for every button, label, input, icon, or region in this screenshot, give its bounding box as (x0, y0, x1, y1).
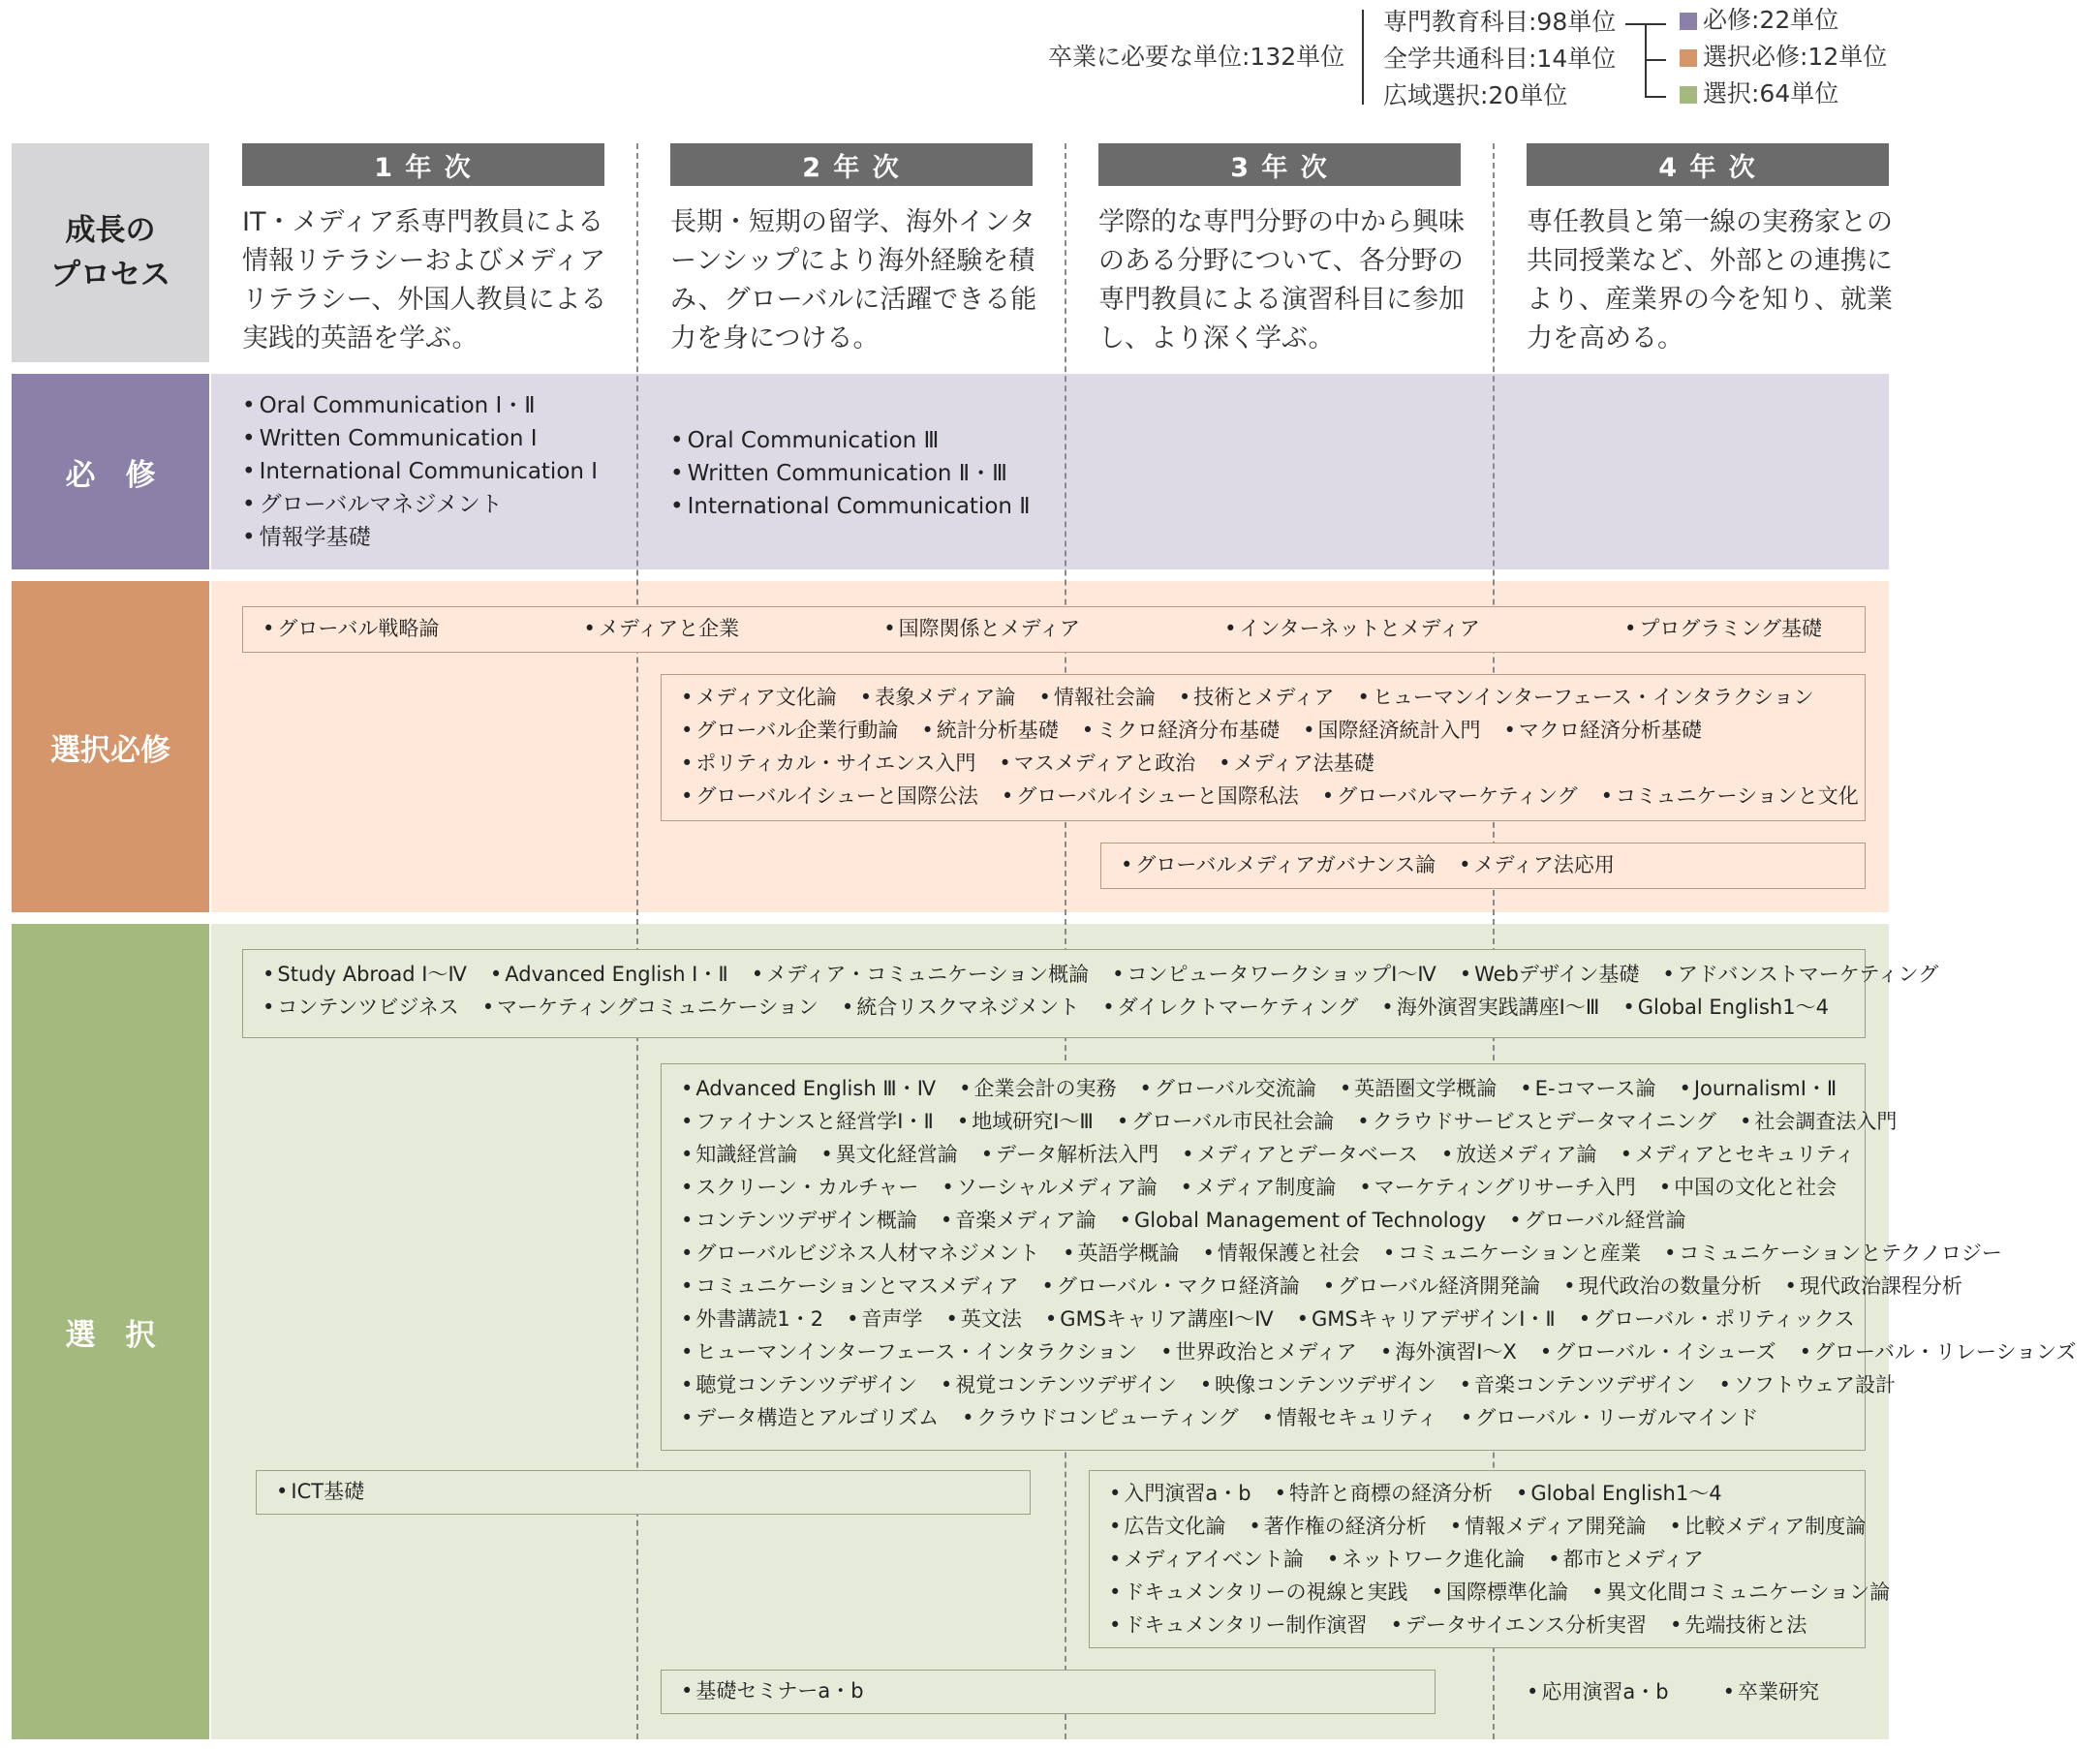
list-item: • グローバル戦略論 (262, 607, 439, 650)
legend-elective-required: 選択必修:12単位 (1703, 43, 1888, 71)
elective-box-year2-4 (661, 1063, 2077, 1451)
legend-elective-swatch (1680, 86, 1697, 104)
list-item: • 卒業研究 (1723, 1675, 1819, 1708)
box-line (662, 1303, 1865, 1335)
list-item: • ソフトウェア設計 (1719, 1368, 1897, 1401)
list-item: • 外書講読1・2 (681, 1303, 823, 1335)
list-item: • 英文法 (946, 1303, 1022, 1335)
box-line (662, 1237, 2002, 1270)
year-desc-3: 学際的な専門分野の中から興味のある分野について、各分野の専門教員による演習科目に参加し、より深く学ぶ。 (1098, 207, 1465, 353)
list-item: • ダイレクトマーケティング (1102, 991, 1358, 1024)
list-item: • Advanced English Ⅰ・Ⅱ (490, 958, 728, 991)
box-line (662, 1171, 1865, 1204)
credit-major: 専門教育科目:98単位 (1383, 8, 1617, 36)
list-item: • Oral Communication Ⅲ (670, 424, 1031, 457)
list-item: • グローバル・リレーションズ (1800, 1335, 2077, 1368)
list-item: • グローバル経営論 (1509, 1204, 1685, 1237)
list-item: • 現代政治課程分析 (1785, 1270, 1962, 1303)
box-line (257, 1471, 1030, 1512)
list-item: • グローバル・ポリティックス (1579, 1303, 1855, 1335)
list-item: • データ構造とアルゴリズム (681, 1401, 939, 1434)
list-item: • 国際経済統計入門 (1303, 714, 1480, 747)
list-item: • 情報保護と社会 (1202, 1237, 1359, 1270)
list-item: • データ解析法入門 (981, 1138, 1158, 1171)
required-year2-list (670, 424, 1031, 523)
box-line (662, 1072, 1865, 1105)
box-line (662, 1401, 1865, 1434)
list-item: • Written Communication Ⅱ・Ⅲ (670, 457, 1031, 490)
box-line (662, 1368, 1897, 1401)
list-item: • インターネットとメディア (1224, 607, 1480, 650)
list-item: • クラウドサービスとデータマイニング (1357, 1105, 1716, 1138)
list-item: • 聴覚コンテンツデザイン (681, 1368, 917, 1401)
list-item: • グローバルイシューと国際私法 (1002, 780, 1299, 813)
box-line (662, 681, 1865, 714)
list-item: • 国際標準化論 (1432, 1576, 1568, 1609)
list-item: • GMSキャリア講座Ⅰ～Ⅳ (1045, 1303, 1274, 1335)
list-item: • マーケティングリサーチ入門 (1359, 1171, 1635, 1204)
list-item: • JournalismⅠ・Ⅱ (1679, 1072, 1837, 1105)
list-item: • 放送メディア論 (1441, 1138, 1597, 1171)
list-item: • グローバルメディアガバナンス論 (1121, 844, 1436, 886)
required-year1-list (242, 389, 598, 554)
list-item: • 広告文化論 (1109, 1510, 1225, 1543)
elective-box-year3-4 (1089, 1470, 1891, 1648)
list-item: • 都市とメディア (1548, 1543, 1704, 1576)
year-header-4: 4 年 次 (1527, 143, 1889, 186)
list-item: • マクロ経済分析基礎 (1504, 714, 1702, 747)
list-item: • 国際関係とメディア (883, 607, 1080, 650)
list-item: • 知識経営論 (681, 1138, 797, 1171)
list-item: • Written Communication Ⅰ (242, 422, 598, 455)
list-item: • アドバンストマーケティング (1662, 958, 1938, 991)
elective-required-box-year3-4 (1100, 843, 1866, 889)
list-item: • E-コマース論 (1520, 1072, 1655, 1105)
legend-elective-required-swatch (1680, 49, 1697, 67)
list-item: • メディア・コミュニケーション概論 (752, 958, 1089, 991)
list-item: • 英語圏文学概論 (1340, 1072, 1497, 1105)
legend-required: 必修:22単位 (1703, 6, 1839, 34)
bracket-mid (1645, 59, 1666, 61)
list-item: • データサイエンス分析実習 (1391, 1609, 1647, 1642)
elective-box-all-years (242, 949, 1939, 1038)
list-item: • 比較メディア制度論 (1670, 1510, 1867, 1543)
row-label-elective-required: 選択必修 (12, 581, 209, 912)
list-item: • 地域研究Ⅰ～Ⅲ (957, 1105, 1094, 1138)
list-item: • 企業会計の実務 (959, 1072, 1116, 1105)
year-desc-4: 専任教員と第一線の実務家との共同授業など、外部との連携により、産業界の今を知り、就業力を高める。 (1527, 207, 1893, 353)
row-label-growth-line2: プロセス (50, 258, 170, 292)
box-line (662, 1105, 1898, 1138)
list-item: • 映像コンテンツデザイン (1200, 1368, 1436, 1401)
list-item: • メディア制度論 (1181, 1171, 1337, 1204)
box-line (662, 780, 1865, 813)
list-item: • ICT基礎 (276, 1471, 364, 1512)
list-item: • 応用演習a・b (1527, 1675, 1669, 1708)
box-line (662, 1204, 1865, 1237)
bracket-divider (1362, 10, 1364, 105)
list-item: • クラウドコンピューティング (962, 1401, 1238, 1434)
list-item: • ポリティカル・サイエンス入門 (681, 747, 975, 780)
list-item: • 中国の文化と社会 (1659, 1171, 1837, 1204)
list-item: • International Communication Ⅱ (670, 490, 1031, 523)
list-item: • 世界政治とメディア (1160, 1335, 1357, 1368)
list-item: • ヒューマンインターフェース・インタラクション (1358, 681, 1814, 714)
list-item: • コミュニケーションと文化 (1601, 780, 1859, 813)
year-header-1: 1 年 次 (242, 143, 604, 186)
box-line (1090, 1609, 1865, 1642)
legend-elective: 選択:64単位 (1703, 79, 1839, 107)
list-item: • 情報メディア開発論 (1450, 1510, 1647, 1543)
list-item: • 英語学概論 (1063, 1237, 1179, 1270)
row-label-required: 必 修 (12, 374, 209, 569)
elective-required-box-all-years (242, 606, 1866, 653)
elective-year4-list (1527, 1675, 1842, 1708)
total-credits: 卒業に必要な単位:132単位 (1048, 43, 1345, 71)
list-item: • グローバル・リーガルマインド (1461, 1401, 1759, 1434)
list-item: • コミュニケーションとテクノロジー (1664, 1237, 2002, 1270)
list-item: • グローバル交流論 (1140, 1072, 1316, 1105)
list-item: • International Communication Ⅰ (242, 455, 598, 488)
box-line (1090, 1543, 1865, 1576)
list-item: • メディアと企業 (583, 607, 739, 650)
list-item: • 技術とメディア (1179, 681, 1335, 714)
list-item: • スクリーン・カルチャー (681, 1171, 918, 1204)
year-divider-2 (1065, 143, 1066, 1739)
box-line (662, 1138, 1865, 1171)
list-item: • ファイナンスと経営学Ⅰ・Ⅱ (681, 1105, 934, 1138)
list-item: • コンピュータワークショップⅠ～Ⅳ (1112, 958, 1436, 991)
box-line (1090, 1576, 1891, 1609)
list-item: • グローバルマネジメント (242, 488, 598, 521)
box-line (1090, 1477, 1865, 1510)
year-header-3: 3 年 次 (1098, 143, 1461, 186)
list-item: • ネットワーク進化論 (1327, 1543, 1525, 1576)
box-line (243, 991, 1865, 1024)
list-item: • グローバル経済開発論 (1323, 1270, 1540, 1303)
year-desc-2: 長期・短期の留学、海外インターンシップにより海外経験を積み、グローバルに活躍できる能力を身につける。 (670, 207, 1037, 353)
list-item: • メディア法基礎 (1219, 747, 1374, 780)
bracket-bottom (1645, 96, 1666, 98)
list-item: • Global Management of Technology (1120, 1204, 1487, 1237)
list-item: • プログラミング基礎 (1624, 607, 1822, 650)
list-item: • Global English1～4 (1516, 1477, 1722, 1510)
box-line (662, 1671, 1435, 1711)
list-item: • 海外演習Ⅰ～Ⅹ (1380, 1335, 1517, 1368)
list-item: • ドキュメンタリーの視線と実践 (1109, 1576, 1408, 1609)
list-item: • 先端技術と法 (1670, 1609, 1807, 1642)
list-item: • 情報セキュリティ (1262, 1401, 1437, 1434)
list-item: • コミュニケーションとマスメディア (681, 1270, 1018, 1303)
row-label-growth (12, 143, 209, 362)
list-item: • 著作権の経済分析 (1249, 1510, 1426, 1543)
list-item: • Oral Communication Ⅰ・Ⅱ (242, 389, 598, 422)
list-item: • 海外演習実践講座Ⅰ～Ⅲ (1381, 991, 1599, 1024)
list-item: • メディアとセキュリティ (1621, 1138, 1856, 1171)
list-item: • 表象メディア論 (860, 681, 1016, 714)
list-item: • 特許と商標の経済分析 (1275, 1477, 1493, 1510)
box-line (662, 714, 1865, 747)
list-item: • Advanced English Ⅲ・Ⅳ (681, 1072, 936, 1105)
list-item: • 異文化経営論 (820, 1138, 957, 1171)
list-item: • 情報学基礎 (242, 521, 598, 554)
list-item: • 情報社会論 (1038, 681, 1155, 714)
list-item: • Global English1～4 (1622, 991, 1829, 1024)
box-line (1090, 1510, 1865, 1543)
legend-required-swatch (1680, 13, 1697, 30)
box-line (243, 958, 1939, 991)
list-item: • 異文化間コミュニケーション論 (1591, 1576, 1890, 1609)
list-item: • グローバル・マクロ経済論 (1041, 1270, 1299, 1303)
list-item: • コンテンツデザイン概論 (681, 1204, 917, 1237)
list-item: • メディア法応用 (1459, 844, 1615, 886)
list-item: • 現代政治の数量分析 (1563, 1270, 1761, 1303)
list-item: • ソーシャルメディア論 (942, 1171, 1157, 1204)
list-item: • 基礎セミナーa・b (681, 1671, 864, 1711)
list-item: • コンテンツビジネス (262, 991, 459, 1024)
row-label-elective: 選 択 (12, 924, 209, 1739)
list-item: • Webデザイン基礎 (1460, 958, 1640, 991)
year-desc-1: IT・メディア系専門教員による情報リテラシーおよびメディアリテラシー、外国人教員による実践的英語を学ぶ。 (242, 207, 607, 353)
box-line (1101, 844, 1865, 886)
list-item: • グローバルビジネス人材マネジメント (681, 1237, 1039, 1270)
list-item: • マーケティングコミュニケーション (482, 991, 818, 1024)
box-line (662, 1335, 2077, 1368)
list-item: • グローバルイシューと国際公法 (681, 780, 978, 813)
list-item: • GMSキャリアデザインⅠ・Ⅱ (1297, 1303, 1556, 1335)
list-item: • マスメディアと政治 (999, 747, 1195, 780)
list-item: • Study Abroad Ⅰ～Ⅳ (262, 958, 467, 991)
credit-wide: 広域選択:20単位 (1383, 81, 1568, 109)
list-item: • 統合リスクマネジメント (842, 991, 1079, 1024)
credit-common: 全学共通科目:14単位 (1383, 45, 1617, 73)
list-item: • ミクロ経済分布基礎 (1082, 714, 1280, 747)
list-item: • 音楽コンテンツデザイン (1460, 1368, 1696, 1401)
list-item: • コミュニケーションと産業 (1383, 1237, 1641, 1270)
elective-required-box-year2-4 (661, 674, 1866, 821)
list-item: • メディアイベント論 (1109, 1543, 1304, 1576)
list-item: • 社会調査法入門 (1740, 1105, 1897, 1138)
list-item: • 入門演習a・b (1109, 1477, 1251, 1510)
list-item: • グローバル市民社会論 (1117, 1105, 1334, 1138)
elective-box-ict (256, 1470, 1031, 1515)
list-item: • グローバル・イシューズ (1540, 1335, 1776, 1368)
list-item: • ドキュメンタリー制作演習 (1109, 1609, 1368, 1642)
list-item: • グローバルマーケティング (1322, 780, 1578, 813)
list-item: • グローバル企業行動論 (681, 714, 898, 747)
list-item: • メディアとデータベース (1182, 1138, 1418, 1171)
elective-box-seminar (661, 1670, 1436, 1714)
box-line (662, 1270, 1962, 1303)
list-item: • ヒューマンインターフェース・インタラクション (681, 1335, 1137, 1368)
list-item: • 音声学 (847, 1303, 922, 1335)
list-item: • 音楽メディア論 (941, 1204, 1096, 1237)
box-line (662, 747, 1865, 780)
row-label-growth-line1: 成長の (65, 213, 156, 248)
list-item: • 視覚コンテンツデザイン (941, 1368, 1177, 1401)
list-item: • メディア文化論 (681, 681, 837, 714)
list-item: • 統計分析基礎 (921, 714, 1058, 747)
year-header-2: 2 年 次 (670, 143, 1033, 186)
